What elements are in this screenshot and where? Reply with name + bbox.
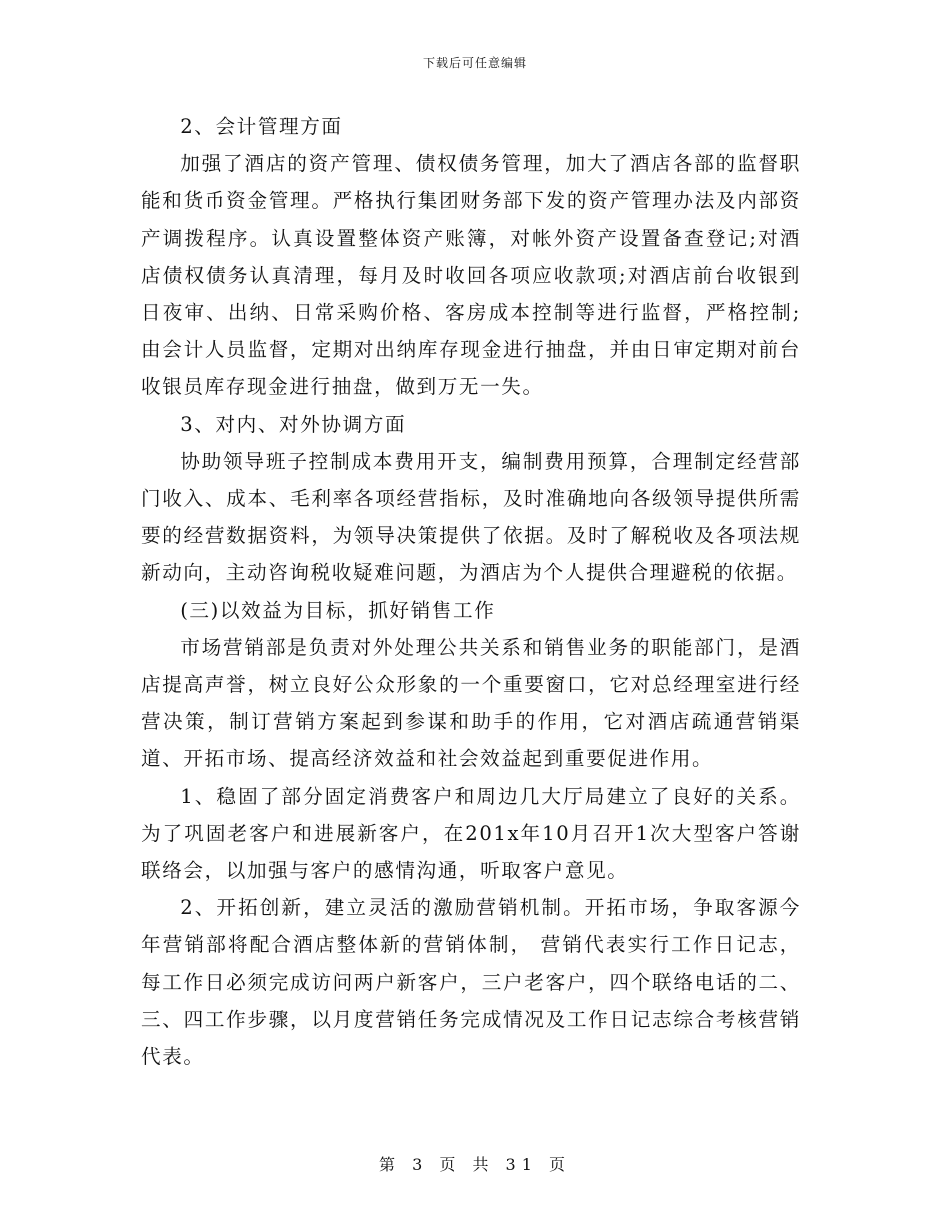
page-number: 第 3 页 共 31 页 (379, 1155, 571, 1174)
paragraph-incentives: 2、开拓创新，建立灵活的激励营销机制。开拓市场，争取客源今年营销部将配合酒店整体新的营销体制， 营销代表实行工作日记志，每工作日必须完成访问两户新客户，三户老客户，四个联络电话的二、三、四工作步骤，以月度营销任务完成情况及工作日记志综合考核营销代表。 (141, 896, 801, 1069)
paragraph-accounting: 加强了酒店的资产管理、债权债务管理，加大了酒店各部的监督职能和货币资金管理。严格执行集团财务部下发的资产管理办法及内部资产调拨程序。认真设置整体资产账簿，对帐外资产设置备查登记;对酒店债权债务认真清理，每月及时收回各项应收款项;对酒店前台收银到日夜审、出纳、日常采购价格、客房成本控制等进行监督，严格控制;由会计人员监督，定期对出纳库存现金进行抽盘，并由日审定期对前台收银员库存现金进行抽盘，做到万无一失。 (141, 152, 801, 399)
section-heading-sales: (三)以效益为目标，抓好销售工作 (180, 598, 496, 622)
paragraph-clients: 1、稳固了部分固定消费客户和周边几大厅局建立了良好的关系。为了巩固老客户和进展新客户，在201x年10月召开1次大型客户答谢联络会，以加强与客户的感情沟通，听取客户意见。 (141, 784, 801, 883)
paragraph-marketing-dept: 市场营销部是负责对外处理公共关系和销售业务的职能部门，是酒店提高声誉，树立良好公众形象的一个重要窗口，它对总经理室进行经营决策，制订营销方案起到参谋和助手的作用，它对酒店疏通营销渠道、开拓市场、提高经济效益和社会效益起到重要促进作用。 (141, 635, 801, 771)
page-header-note: 下载后可任意编辑 (422, 56, 527, 70)
document-body (141, 108, 801, 1075)
paragraph-coordination: 协助领导班子控制成本费用开支，编制费用预算，合理制定经营部门收入、成本、毛利率各项经营指标，及时准确地向各级领导提供所需要的经营数据资料，为领导决策提供了依据。及时了解税收及各项法规新动向，主动咨询税收疑难问题，为酒店为个人提供合理避税的依据。 (141, 449, 801, 585)
section-heading-accounting: 2、会计管理方面 (180, 115, 343, 138)
section-heading-coordination: 3、对内、对外协调方面 (180, 412, 407, 436)
